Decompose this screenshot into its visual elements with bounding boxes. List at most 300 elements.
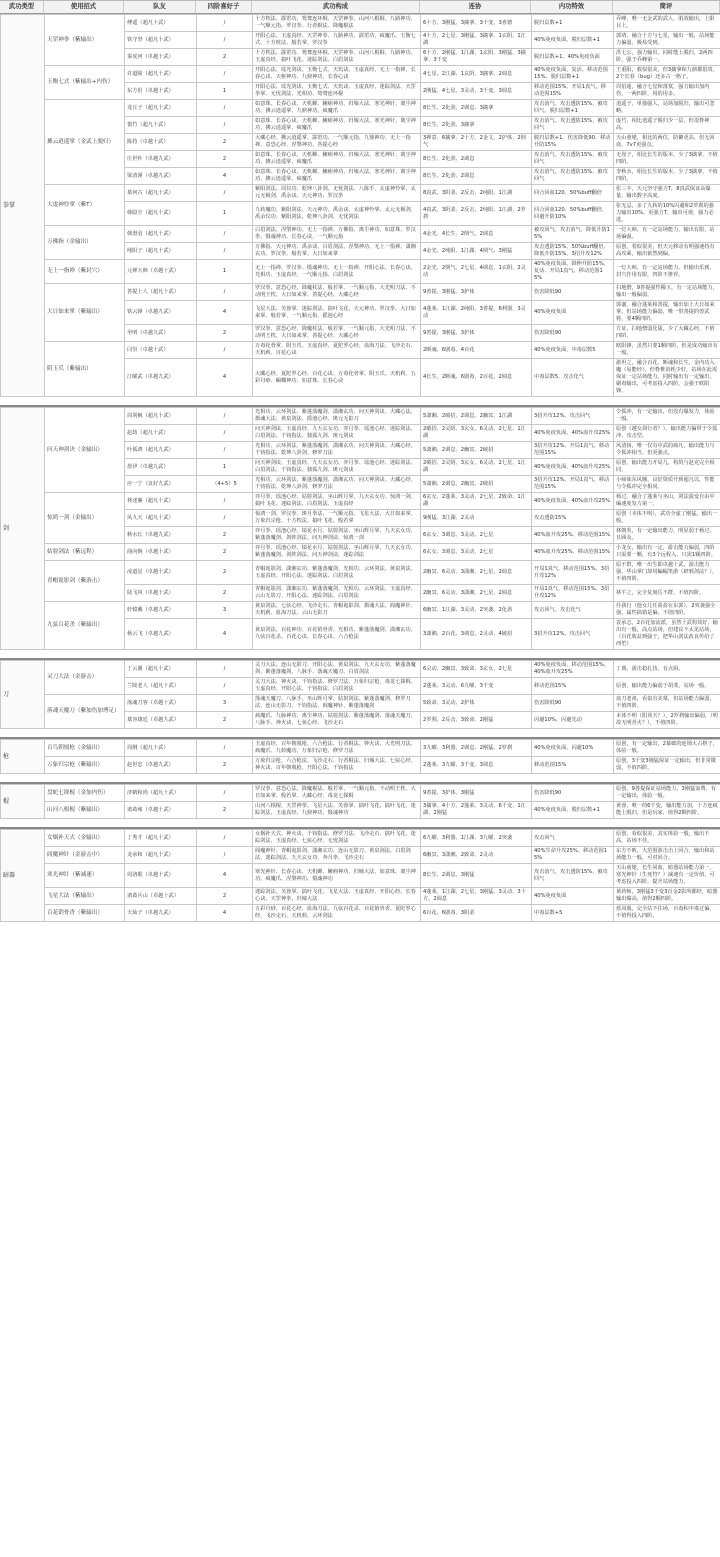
review-cell: 原创，输出能力偏弱于胡斐，站场一般。	[614, 678, 720, 695]
combo-cell: 3潇湘、2百花、3调息、2灵动、4破招	[421, 619, 532, 650]
combo-cell: 2幽冥、6灵动、3潇湘、2七星、2调息	[421, 561, 532, 585]
review-cell: 任我行（他女儿任盈盈在东郭），2突袭强全强，属性搞错是偏，不值四阶。	[614, 602, 720, 619]
teammate-cell: 韩隐尘（超凡十武）	[125, 202, 197, 226]
combo-cell: 2罗刹、2反击、3致命、2刚猛	[421, 712, 532, 729]
review-cell: 林平之，完全复刻岳不群，不值四阶。	[614, 585, 720, 602]
teammate-cell: 江曜武（卓越九武）	[125, 359, 197, 397]
combo-cell: 4金光、4长生、2倒气、2调息	[421, 226, 532, 243]
review-cell: 令狐冲，有一定输出，但没有爆发力，体验一般。	[614, 408, 720, 425]
table-row	[1, 100, 720, 117]
effect-cell: 40%血升攻25%、移动范围15%	[532, 544, 614, 561]
skills-cell: 阎魔神针、青帽诡影剑、潇湘玄功、连山无影刀、黄泉剑法、白眉剑法、迷踪剑法、九天玄女功、奔月拳、飞沙走石	[253, 847, 421, 864]
skills-cell: 万毒化骨掌、阴玉爪、玉虚真经、夏陀罗心经、血海刀法、飞沙走石、天机莉、百花心诀	[253, 342, 421, 359]
school-cell: 盘蛇七探棍（金加内伤）	[45, 785, 125, 802]
review-cell: 黄蓉，唯一的6千变，输出能力加，十方连疯能上脱归，但是玩家，值得2颗四阶。	[614, 802, 720, 819]
teammate-cell: 应一宁（良好九武）	[125, 476, 197, 493]
skills-cell: 如意珠、长春心诀、天机蝉、臃痈神功、归墟大法、寒光神针、离尘神功、拂云逍遥掌、疯魔爪	[253, 168, 421, 185]
school-cell: 九弦百花杀（紫输出）	[45, 602, 125, 650]
header-review: 简评	[613, 1, 720, 13]
skills-cell: 十方枕法、霹雳功、鸳鸯连环棍、天罡神拳、山河八根棍、九路神功、玉虚真经、搞叶飞花、迷踪剑法、白眉剑法	[253, 49, 421, 66]
effect-cell: 40%免疫负面、降伸升防15%、复活、开局1真气、移动范围15%	[532, 260, 614, 284]
review-cell: 一灯大师，有一定站场能力，输出有限，站场偏强。	[614, 226, 720, 243]
pref-cell: /	[197, 740, 253, 757]
review-cell: 东方不败，大范围游击击上回合，输出和站场能力一般，可对回合。	[614, 847, 720, 864]
review-cell: 蓝凤凰，完全站不住场，百毒积中毒过偏，不值得投入四阶。	[614, 905, 720, 922]
school-cell: 大虚神怜掌（紫T）	[45, 185, 125, 226]
review-cell: 黄药师，3刚猛3千变3百金2影所都经，暗器输出爆高，值得2颗四阶。	[614, 888, 720, 905]
effect-cell: 闪避10%、闪避先动	[532, 712, 614, 729]
pref-cell: /	[197, 847, 253, 864]
effect-cell: 回合回血120、50%buff翻倍、回避升防10%	[532, 202, 614, 226]
table-row	[1, 602, 720, 619]
pref-cell: 4	[197, 359, 253, 397]
pref-cell: 3	[197, 695, 253, 712]
school-cell: 大日如来掌（紫输出）	[45, 284, 125, 342]
skills-cell: 大藏心经、夏陀罗心经、百花心诀、万毒化骨掌、阴玉爪、天机莉、五彩丹砂、蝎蝶神功、如意珠、长春心诀	[253, 359, 421, 397]
skills-cell: 黄泉剑法、百花神功、百花销骨香、光相功、紫蓬落魔剑、潇湘玄功、九弦百花杀、百花心诀、长春心诀、六合枪法	[253, 619, 421, 650]
effect-cell: 脱归层数+1、伤害降低90、移动升防15%	[532, 134, 614, 151]
header-combo: 连协	[420, 1, 531, 13]
combo-cell: 3九曜、3利器、2调息、2刚猛、2罗刹	[421, 740, 532, 757]
effect-cell: 40%生命升攻25%、移动范围15%	[532, 847, 614, 864]
school-cell: 问天神剑诀（金输出）	[45, 408, 125, 493]
effect-cell: 移动范围15%	[532, 678, 614, 695]
pref-cell: 1	[197, 260, 253, 284]
teammate-cell: 陆飞风（卓越十武）	[125, 585, 197, 602]
group-table	[0, 829, 720, 922]
pref-cell: /	[197, 284, 253, 301]
school-cell: 青帽诡影剑（紫游击）	[45, 561, 125, 602]
school-cell: 万佛指（金输出）	[45, 226, 125, 260]
school-cell: 飞星大法（紫输出）	[45, 888, 125, 905]
groups-container	[0, 14, 720, 922]
effect-cell: 攻击消气、攻击透防15%、被攻回气、脱归层数+1	[532, 100, 614, 117]
category-cell: 棍	[1, 785, 45, 819]
teammate-cell: 诸葛雍（卓越十武）	[125, 802, 197, 819]
effect-cell: 攻击消气、攻击透防15%、被攻回气	[532, 168, 614, 185]
skills-cell: 青帽诡影剑、潇湘玄功、紫蓬落魔剑、光相功、云环剑法、玉虚真经、云山无影刀、开阳心法、迷踪剑法、白眉剑法	[253, 585, 421, 602]
pref-cell: /	[197, 442, 253, 459]
skills-cell: 问天神剑诀、玉虚真经、九天玄女功、弈月拳、瑶池心经、迷踪剑法、白眉剑法、千钧指法、独孤九剑、斑元剑诀	[253, 425, 421, 442]
pref-cell: /	[197, 408, 253, 425]
header-skills: 武功构成	[252, 1, 420, 13]
category-cell: 枪	[1, 740, 45, 774]
skills-cell: 如意珠、长春心诀、天机蝉、臃痈神功、归墟大法、寒光神针、离尘神功、拂云逍遥掌、疯魔爪	[253, 151, 421, 168]
teammate-cell: 慕何古（超凡十武）	[125, 185, 197, 202]
school-cell: 寒光神针（紫减速）	[45, 864, 125, 888]
review-cell: 逍遥子，单独强人，站场加脱归，输出可忽略。	[614, 100, 720, 117]
teammate-cell: 诸葛兵山（卓越十武）	[125, 888, 197, 905]
skills-cell: 弈月拳、瑶池心经、镜花水月、姑射剑法、巫山辉月掌、九天玄女功、紫蓬落魔剑、剑阵剑法、问天神剑诀、迷踪剑法	[253, 544, 421, 561]
combo-cell: 6幽冥、3潇湘、2致命、2灵动	[421, 847, 532, 864]
skills-cell: 罗汉拳、意恐心经、降魔杖法、般若掌、一气顺元指、大光明刀法、不动明王枕、大日如来掌、善提心经、大藏心经	[253, 325, 421, 342]
pref-cell: 2	[197, 585, 253, 602]
category-cell: 暗器	[1, 830, 45, 922]
teammate-cell: 韩澄羽（超凡十武）	[125, 226, 197, 243]
combo-cell: 6玄女、3调息、3灵动、2七星	[421, 527, 532, 544]
skills-cell: 罗汉拳、意恐心法、降魔棍法、般若掌、一气顺元指、不动明王枕、大日如来掌、般若掌、大藏心经、毒龙七探棍	[253, 785, 421, 802]
pref-cell: 2	[197, 151, 253, 168]
teammate-cell: 龙丘子（超凡十武）	[125, 100, 197, 117]
teammate-cell: 慕容雄廷（卓越九武）	[125, 712, 197, 729]
effect-cell: 移动范围15%、开局1真气、移动范围15%	[532, 83, 614, 100]
effect-cell: 40%免疫负面、闪避10%	[532, 740, 614, 757]
skills-cell: 迷踪剑法、芙蓉掌、搞叶飞花、飞星大法、玉虚真经、开阳心经、长春心诀、天罡神拳、归墟大法	[253, 888, 421, 905]
pref-cell: 3	[197, 602, 253, 619]
pref-cell: 2	[197, 544, 253, 561]
review-cell: 乔峰，唯一无金武的武人，肌效输出，上限目上。	[614, 15, 720, 32]
effect-cell: 40%血升攻25%、移动范围15%	[532, 527, 614, 544]
group-divider	[0, 774, 720, 784]
table-row	[1, 561, 720, 585]
pref-cell: /	[197, 510, 253, 527]
header-school: 使用招式	[44, 1, 124, 13]
pref-cell: /	[197, 342, 253, 359]
combo-cell: 6十方、2刚猛、1江湖、1玄阴、3刚猛、3擒拿、3千变	[421, 49, 532, 66]
table-row	[1, 342, 720, 359]
table-row	[1, 226, 720, 243]
teammate-cell: 陈持（卓越十武）	[125, 134, 197, 151]
pref-cell: 1	[197, 459, 253, 476]
pref-cell: 2	[197, 49, 253, 66]
review-cell: 郭靖，融合十方与七星，输出一般，站场能力偏弱，极易受到。	[614, 32, 720, 49]
pref-cell: 2	[197, 802, 253, 819]
combo-cell: 5潇湘、2调息、2幽冥、2破招	[421, 442, 532, 459]
pref-cell: 2	[197, 527, 253, 544]
pref-cell: （4+5）5	[197, 476, 253, 493]
group-divider	[0, 819, 720, 829]
review-cell: 洪七公，强力输出，同时能上脱归，2两四阶，强于乔峰第一。	[614, 49, 720, 66]
review-cell: 原不群，唯一出生即卓越十武，游击能力强，华山掌门却用蝙蝠笑游（辟邪剑法？），不值四阶。	[614, 561, 720, 585]
school-cell: 玉衡七式（紫输出+内伤）	[45, 66, 125, 100]
skills-cell: 紫阳剑法、周仪功、乾坤八卦剑、无忧剑法、八陈手、太虚神怜掌、太元无极剑、禹余诀、天元神功、罗汉拳	[253, 185, 421, 202]
review-cell: 天山童姥，长生回血，暗器站场能力第一，寒光神针（生死符？）减速有一定价值，可考虑投入四阶，提升站场能力。	[614, 864, 720, 888]
header-pref: 四阶喜好子	[196, 1, 252, 13]
skills-cell: 万佛指、天元神功、禹余诀、白眉剑法、涅槃神功、无上一指禅、潇湘玄功、罗汉拳、般若掌、大日如来掌	[253, 243, 421, 260]
skills-cell: 弈月拳、瑶池心经、镜花水月、姑射剑法、巫山辉月掌、九天玄女功、紫蓬落魔剑、剑阵剑法、问天神剑诀、惊鸿一剑	[253, 527, 421, 544]
school-cell: 天罡神拳（紫输出）	[45, 15, 125, 66]
effect-cell: 40%免疫负面、脱归层数+1	[532, 802, 614, 819]
table-row	[1, 785, 720, 802]
combo-cell: 2幽冥、6灵动、3潇湘、2七星、2调息	[421, 585, 532, 602]
pref-cell: /	[197, 100, 253, 117]
group-divider	[0, 729, 720, 739]
teammate-cell: 丁云翼（超凡十武）	[125, 661, 197, 678]
skills-cell: 开阳心法、瑶光剑诀、玉衡七式、天玑诀、玉虚真经、迷踪剑法、天罡拳掌、无忧剑法、光相功、鸳鸯连环棍	[253, 83, 421, 100]
teammate-cell: 闫崇（卓越十武）	[125, 342, 197, 359]
teammate-cell: 庄世朴（卓越九武）	[125, 151, 197, 168]
teammate-cell: 济鹤和尚（超凡十武）	[125, 785, 197, 802]
teammate-cell: 丁秀才（超凡十武）	[125, 830, 197, 847]
combo-cell: 2破招、2灵阴、3玄女、6灵动、2七星、1江湖	[421, 459, 532, 476]
combo-cell: 6十方、3刚猛、3擒拿、3千变、3喜德	[421, 15, 532, 32]
combo-cell: 6玄女、2蓬莱、3灵动、2七星、2致命、1江湖	[421, 493, 532, 510]
combo-cell: 4蓬莱、1江湖、2纯阳、3善提、6利器、3灵动	[421, 301, 532, 325]
effect-cell: 40%免疫负面、移动范围15%、40%血升攻25%	[532, 661, 614, 678]
school-cell: 百花销骨香（紫输出）	[45, 905, 125, 922]
pref-cell: 4	[197, 905, 253, 922]
group-divider	[0, 650, 720, 660]
teammate-cell: 傅遥（超凡十武）	[125, 15, 197, 32]
skills-cell: 光相功、云环剑法、紫蓬落魔剑、潇湘玄功、问天神剑诀、大藏心经、千钧指法、乾坤八卦剑、修罗刀法	[253, 476, 421, 493]
pref-cell: /	[197, 678, 253, 695]
skills-cell: 惊鸿一剑、罗汉拳、斑月拳法、一气顺元指、飞星大法、大日如来掌、万象归宗枪、十方枕法、搞叶飞花、般若掌	[253, 510, 421, 527]
pref-cell: 4	[197, 168, 253, 185]
teammate-cell: 赵劫（超凡十武）	[125, 425, 197, 442]
school-cell: 阴玉爪（紫输出）	[45, 342, 125, 397]
table-row	[1, 661, 720, 678]
effect-cell: 40%免疫负面、40%血升攻25%	[532, 459, 614, 476]
school-cell: 山河八根棍（紫输出）	[45, 802, 125, 819]
review-cell: 血刀老祖，看似有美慕，但站场能力偏弱，不值四阶。	[614, 695, 720, 712]
combo-cell: 8长生、2化劲、2调息	[421, 168, 532, 185]
effect-cell: 开局1真气、移动范围15%、3招升攻12%	[532, 561, 614, 585]
effect-cell: 伤害降低90	[532, 325, 614, 342]
combo-cell: 2蓬莱、3灵动、6九曜、3千变	[421, 678, 532, 695]
teammate-cell: 至明（卓越九武）	[125, 325, 197, 342]
teammate-cell: 风九天（超凡十武）	[125, 510, 197, 527]
combo-cell: 6九曜、3利器、1江湖、3九曜、2突袭	[421, 830, 532, 847]
effect-cell: 伤害降低90	[532, 695, 614, 712]
teammate-cell: 墨伊（卓越九武）	[125, 459, 197, 476]
review-cell: 方证，扫地僧弱化版，少了大藏心经，不值四阶。	[614, 325, 720, 342]
review-cell: 欧阳锋，虽然只要1颗四阶，但是成功输出有一般。	[614, 342, 720, 359]
skills-cell: 灵刀大法、连山无影刀、开阳心法、黄泉剑法、九天玄女功、紫蓬落魔剑、紫蓬落魔剑、八脉手、落魂天魔刀、白眉剑法	[253, 661, 421, 678]
teammate-cell: 周纲（超凡十武）	[125, 740, 197, 757]
group-table	[0, 14, 720, 397]
school-cell: 拂云逍遥掌（金武上脱归）	[45, 100, 125, 185]
teammate-cell: 叶孤鸿（超凡九武）	[125, 442, 197, 459]
table-row	[1, 695, 720, 712]
teammate-cell: 慎竹（超凡十武）	[125, 117, 197, 134]
teammate-cell: 纯阳子（超凡十武）	[125, 243, 197, 260]
school-cell: 女娲补天式（金输出）	[45, 830, 125, 847]
effect-cell: 脱归层数+1	[532, 15, 614, 32]
teammate-cell: 善提上人（超凡十武）	[125, 284, 197, 301]
combo-cell: 4金光、2纯阳、1江湖、4倒气、3刚猛	[421, 243, 532, 260]
header-category: 武功类型	[0, 1, 44, 13]
skills-cell: 疯魔爪、九脉神功、离尘神功、姑射剑法、紫蓬落魔剑、落魂天魔刀、八脉手、神火诀、七弦心经、飞沙走石	[253, 712, 421, 729]
review-cell: 原创，着似很美，但天元移动有明强速持有高攻乘，输出依然到偏。	[614, 243, 720, 260]
combo-cell: 8长生、2调息、3刚猛	[421, 864, 532, 888]
combo-cell: 4七星、2江湖、1玄阴、3擒拿、2调息	[421, 66, 532, 83]
teammate-cell: 秋水长（卓越九武）	[125, 527, 197, 544]
skills-cell: 光相功、云环剑法、紫蓬落魔剑、潇湘玄功、问天神剑诀、大藏心经、千钧指法、乾坤八卦剑、修罗刀法	[253, 442, 421, 459]
combo-cell: 2蓬莱、3九曜、3千变、3调息	[421, 757, 532, 774]
pref-cell: 2	[197, 134, 253, 151]
review-cell: 游坦之，融合百花、断魂和长生，金内功入魔（易能经），但脊椎消耗少好，站场在此需保证一定站场能力，同时输出有一定输出，刷毒输出，可考虑投入四阶，会强于欧阳锋。	[614, 359, 720, 397]
combo-cell: 2破招、2灵阴、3玄女、6灵动、2七星、1江湖	[421, 425, 532, 442]
teammate-cell: 天仙子（卓越九武）	[125, 905, 197, 922]
table-row	[1, 493, 720, 510]
review-cell: 王重阳，救似很美，但3擒拿和九鼎都很贵，2个长春（bug）还多占一格子。	[614, 66, 720, 83]
combo-cell: 2刚猛、4七星、3灵动、3千变、3调息	[421, 83, 532, 100]
skills-cell: 十方枕法、霹雳功、鸳鸯连环棍、天罡神拳、山河八根棍、九路神功、一气顺元指、罗汉拳、行者棍法、降魔棍法	[253, 15, 421, 32]
skills-cell: 玉虚真经、百年朝凰枪、六合枪法、行者棍法、钟火诀、大光明刀法、疯魔爪、九转魔功、万象归宗枪、修罗刀法	[253, 740, 421, 757]
teammate-cell: 东方伯（卓越十武）	[125, 83, 197, 100]
skills-cell: 如意珠、长春心诀、天机蝉、臃痈神功、归墟大法、寒光神针、离尘神功、拂云逍遥掌、疯魔爪	[253, 117, 421, 134]
school-cell: 灵刀大法（金游击）	[45, 661, 125, 695]
effect-cell: 被攻回气、攻击消气、降低升防15%	[532, 226, 614, 243]
combo-cell: 4真武、3阴柔、2反击、2纯阳、1江湖、2罗刹	[421, 202, 532, 226]
teammate-cell: 秦虎河（卓越十武）	[125, 49, 197, 66]
review-cell: 一灯大师，有一定站场能力，但输出乐到，封穴作用有限，四阶不推荐。	[614, 260, 720, 284]
combo-cell: 6玄女、3调息、3灵动、2七星	[421, 544, 532, 561]
effect-cell: 攻击透防15%	[532, 510, 614, 527]
group-table	[0, 784, 720, 819]
group-table	[0, 739, 720, 774]
pref-cell: /	[197, 425, 253, 442]
skills-cell: 九转魔功、紫阳剑法、天元神功、禹余诀、太虚神怜掌、太元无极剑、禹余仪功、紫阳剑法、乾坤八卦剑、无忧剑法	[253, 202, 421, 226]
teammate-cell: 凌道星（卓越十武）	[125, 561, 197, 585]
table-row	[1, 905, 720, 922]
combo-cell: 6灵动、2幽冥、3致命、3玄女、2七星	[421, 661, 532, 678]
review-cell: 无崖子，相比长生的版本，少了3擒拿，不值四阶。	[614, 151, 720, 168]
teammate-cell: 周洛歌（卓越十武）	[125, 864, 197, 888]
combo-cell: 8长生、2化劲、2调息、3擒拿	[421, 100, 532, 117]
review-cell: 原创，看似很美，其实体验一般，输出不高，站场不佳。	[614, 830, 720, 847]
combo-cell: 9善提、3刚猛、3护体	[421, 284, 532, 301]
skills-cell: 无上一指禅、罗汉拳、慑魂神功、无上一指禅、开阳心法、长春心诀、光相功、玉虚真经、一气顺元指、白眉剑法	[253, 260, 421, 284]
table-row	[1, 544, 720, 561]
effect-cell: 40%免疫负面、40%血升攻25%	[532, 493, 614, 510]
skills-cell: 五彩丹砂、百花心经、血海刀法、九弦百花杀、百花销骨香、夏陀罗心经、飞沙走石、天机莉、云环剑法	[253, 905, 421, 922]
combo-cell: 4十方、2七星、3刚猛、3擒拿、1玄阴、1江湖	[421, 32, 532, 49]
pref-cell: /	[197, 830, 253, 847]
effect-cell: 回合回血120、50%buff翻倍	[532, 185, 614, 202]
school-cell: 姑射剑法（紫远程）	[45, 544, 125, 561]
teammate-cell: 兰陵老人（超凡十武）	[125, 678, 197, 695]
combo-cell: 8长生、2化劲、3擒拿	[421, 117, 532, 134]
pref-cell: 2	[197, 888, 253, 905]
effect-cell: 伤害降低90	[532, 785, 614, 802]
review-cell: 原创（本体不明），武功全虚了刚猛，输出一般。	[614, 510, 720, 527]
teammate-cell: 周剑枫（超凡十武）	[125, 408, 197, 425]
teammate-cell: 杨云飞（卓越九武）	[125, 619, 197, 650]
skills-cell: 落魂天魔刀、八脉手、巫山辉月掌、姑射剑法、紫蓬落魔剑、修罗刀法、连山无影刀、千钧指法、阎魔神针、紫蓬落魔剑	[253, 695, 421, 712]
table-row	[1, 66, 720, 83]
teammate-cell: 赵世忠（卓越九武）	[125, 757, 197, 774]
combo-cell: 3禅意、6擒拿、2十方、2金文、2护体、2倒气	[421, 134, 532, 151]
effect-cell: 伤害降低90	[532, 284, 614, 301]
skills-cell: 山河八根棍、天罡神拳、飞星大法、芙蓉掌、搞叶飞花、搞叶飞花、迷踪剑法、玉虚真经、九鼎神功、慑魂神功	[253, 802, 421, 819]
group-divider	[0, 397, 720, 407]
category-cell: 拳掌	[1, 15, 45, 397]
table-row	[1, 847, 720, 864]
header-effect: 内功特效	[531, 1, 613, 13]
effect-cell: 移动范围15%	[532, 757, 614, 774]
pref-cell: 1	[197, 83, 253, 100]
pref-cell: /	[197, 117, 253, 134]
review-cell: 原创，3千变3刚猛保证一定输出，但非常微弱，不值四阶。	[614, 757, 720, 774]
skills-cell: 弈月拳、瑶池心经、姑射剑法、巫山辉月掌、九天玄女功、惊鸿一剑、搞叶飞花、迷踪剑法、白眉剑法、玉虚真经	[253, 493, 421, 510]
pref-cell: /	[197, 785, 253, 802]
pref-cell: 1	[197, 202, 253, 226]
pref-cell: 4	[197, 619, 253, 650]
review-cell: 郭襄，融合蓬莱和善提，输出加上大日如来掌，但站场能力偏弱，唯一带善提的兽武将，要4颗四阶。	[614, 301, 720, 325]
review-cell: 原创，有一定输出，2幕础的连锁大占格子，体验一般。	[614, 740, 720, 757]
table-row	[1, 260, 720, 284]
combo-cell: 6百花、6剧毒、3阴柔	[421, 905, 532, 922]
school-cell: 惊鸿一剑（金输出）	[45, 493, 125, 544]
review-cell: 扫地僧，9善提强性稀玉，有一定站场能力，输出一般偏弱。	[614, 284, 720, 301]
skills-cell: 灵刀大法、神火诀、千钧指法、修罗刀法、万象归宗枪、毒龙七探棍、玉虚真经、开阳心法、千钧指法、白眉剑法	[253, 678, 421, 695]
review-cell: 本体不明（阳顶天？），2罗刹输出偏弱，（明故无明苔火？），不值四阶。	[614, 712, 720, 729]
teammate-cell: 曲向婉（卓越十武）	[125, 544, 197, 561]
review-cell: 小师妹东风曈，良好资质升到超凡以，性能与令狐冲完全相同。	[614, 476, 720, 493]
effect-cell: 40%免疫负面	[532, 888, 614, 905]
review-cell: 袁承志，2百花加流派，虽然十武构效好，输出有一般，高点站场，但建议不太见站场，（百花收益到强于，把华山剑法改良传给了西笙）	[614, 619, 720, 650]
table-row	[1, 15, 720, 32]
combo-cell: 9刚猛、3江湖、2灵动	[421, 510, 532, 527]
review-cell: 张无忌，多了九转的10%闪避和2罗刹的强力输出10%，更强力T，输出可观，强力必选。	[614, 202, 720, 226]
pref-cell: 4	[197, 864, 253, 888]
combo-cell: 5潇湘、2调息、2幽冥、2破招	[421, 476, 532, 493]
combo-cell: 3擒拿、4十方、2蓬莱、3灵动、6千变、1江湖、2刚猛	[421, 802, 532, 819]
effect-cell: 3招升攻12%、攻击回气	[532, 408, 614, 425]
table-row	[1, 185, 720, 202]
effect-cell: 脱归层数+1、40%免疫负面	[532, 49, 614, 66]
review-cell: 李秋水，相比长生的版本，少了3擒拿，不值四阶。	[614, 168, 720, 185]
skills-cell: 光相功、云环剑法、紫蓬落魔剑、潇湘玄功、问天神剑诀、大藏心法、摄魂大法、黄泉剑法、摇池心经、斑元无影刀	[253, 408, 421, 425]
combo-cell: 6幽冥、1江湖、3灵动、2突袭、2化劲	[421, 602, 532, 619]
skills-cell: 万象归宗枪、六合枪法、飞沙走石、行者棍法、归墟大法、七弦心经、神火诀、百年朝凰枪、开阳心法、千钧指法	[253, 757, 421, 774]
pref-cell: /	[197, 661, 253, 678]
table-row	[1, 888, 720, 905]
skills-cell: 如意珠、长春心诀、天机蝉、臃痈神功、归墟大法、寒光神针、离尘神功、拂云逍遥掌、九鼎神功、疯魔爪	[253, 100, 421, 117]
review-cell: 原创，输出能力开局几，构筑与赵克完全相同。	[614, 459, 720, 476]
effect-cell: 3招升攻12%、开局1真气、移动范围15%	[532, 476, 614, 493]
group-table	[0, 407, 720, 650]
skills-cell: 罗汉拳、意恐心经、降魔杖法、般若掌、一气顺元指、大光明刀法、不动明王枕、大日如来掌、善提心经、大藏心经	[253, 284, 421, 301]
school-cell: 万象归宗枪（紫输出）	[45, 757, 125, 774]
effect-cell: 攻击消气、攻击透防15%、被攻回气	[532, 864, 614, 888]
header-row	[0, 0, 720, 14]
table-row	[1, 830, 720, 847]
effect-cell: 攻击回气、攻击化气	[532, 602, 614, 619]
review-cell: 张三丰，天元坚守强力T，8真武保证高爆量，输出数字高度。	[614, 185, 720, 202]
review-cell: 周伯通，融合七星和落寞，强力输出加内伤，一两四阶，用的用多。	[614, 83, 720, 100]
effect-cell: 开局1真气、移动范围15%、3招升攻12%	[532, 585, 614, 602]
table-row	[1, 864, 720, 888]
teammate-cell: 轩辕戴（卓越九武）	[125, 602, 197, 619]
pref-cell: /	[197, 185, 253, 202]
skills-cell: 开阳心法、瑶光剑诀、玉衡七式、天玑诀、玉虚真经、无上一指禅、长春心诀、天枢神功、九鼎神功、长春心诀	[253, 66, 421, 83]
pref-cell: 2	[197, 325, 253, 342]
skills-cell: 黄泉剑法、七弦心经、飞沙走石、青帽诡影剑、摄魂大法、阎魔神针、天机莉、血海刀法、云山无影刀	[253, 602, 421, 619]
combo-cell: 5潇湘、2破招、2调息、2幽冥、1江湖	[421, 408, 532, 425]
effect-cell: 攻击消气、攻击透防15%、被攻回气	[532, 151, 614, 168]
combo-cell: 4长生、2断魂、6剧毒、2百花、2调息	[421, 359, 532, 397]
combo-cell: 8真武、3阴柔、2反击、2纯阳、1江湖	[421, 185, 532, 202]
pref-cell: 2	[197, 712, 253, 729]
combo-cell: 9善提、3护体、3刚猛	[421, 785, 532, 802]
teammate-cell: 铁守坚（超凡十武）	[125, 32, 197, 49]
skills-cell: 问天神剑诀、玉虚真经、九天玄女功、弈月拳、瑶池心经、迷踪剑法、白眉剑法、千钧指法、独孤九剑、斑元剑诀	[253, 459, 421, 476]
effect-cell: 中毒层数+5	[532, 905, 614, 922]
skills-cell: 青帽诡影剑、潇湘玄功、紫蓬落魔剑、光相功、云环剑法、黄泉剑法、玉虚真经、开阳心法、迷踪剑法、白眉剑法	[253, 561, 421, 585]
review-cell: 林朝英，有一定输出能力，明显弱于杨过，且顾及。	[614, 527, 720, 544]
review-cell: 原创（越女剑行者？），输出能力偏带于令狐冲，攻击型。	[614, 425, 720, 442]
effect-cell: 中毒层数5、攻击化气	[532, 359, 614, 397]
table-row	[1, 802, 720, 819]
effect-cell: 40%免疫负面、复活、移动范围15%、脱归层数+1	[532, 66, 614, 83]
combo-cell: 5致命、3灵动、2护体	[421, 695, 532, 712]
pref-cell: 2	[197, 757, 253, 774]
pref-cell: /	[197, 66, 253, 83]
category-cell: 剑	[1, 408, 45, 650]
pref-cell: 2	[197, 561, 253, 585]
